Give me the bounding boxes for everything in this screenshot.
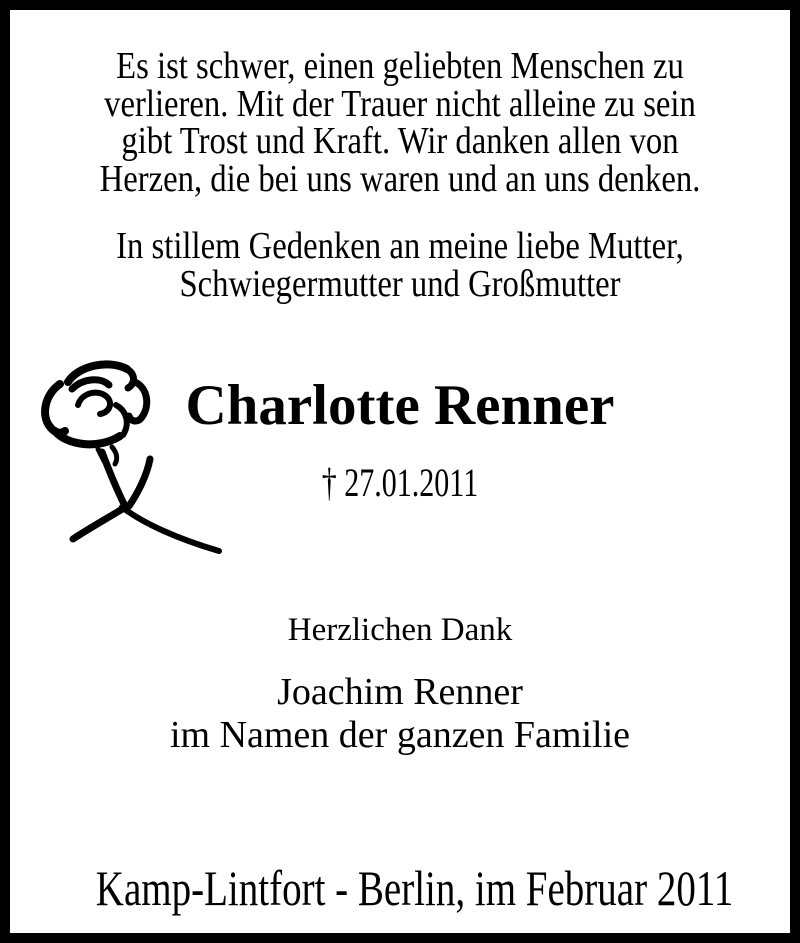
signature-family: im Namen der ganzen Familie bbox=[169, 714, 631, 756]
deceased-name: Charlotte Renner bbox=[185, 374, 615, 437]
condolence-line-4: Herzen, die bei uns waren und an uns denken. bbox=[99, 157, 701, 200]
condolence-line-3: gibt Trost und Kraft. Wir danken allen von bbox=[121, 120, 679, 162]
condolence-line-1: Es ist schwer, einen geliebten Menschen zu bbox=[116, 45, 684, 87]
dedication-line-2: Schwiegermutter und Großmutter bbox=[179, 262, 621, 305]
place-date-line: Kamp-Lintfort - Berlin, im Februar 2011 bbox=[95, 860, 734, 916]
dedication-paragraph bbox=[65, 225, 736, 305]
death-date: † 27.01.2011 bbox=[321, 460, 479, 505]
condolence-paragraph bbox=[65, 45, 736, 200]
condolence-line-2: verlieren. Mit der Trauer nicht alleine zu sein bbox=[104, 82, 696, 125]
obituary-card bbox=[10, 10, 790, 933]
signature-block bbox=[10, 671, 790, 757]
signature-name: Joachim Renner bbox=[277, 671, 523, 713]
thanks-text: Herzlichen Dank bbox=[287, 612, 513, 648]
dedication-line-1: In stillem Gedenken an meine liebe Mutter, bbox=[116, 225, 684, 267]
